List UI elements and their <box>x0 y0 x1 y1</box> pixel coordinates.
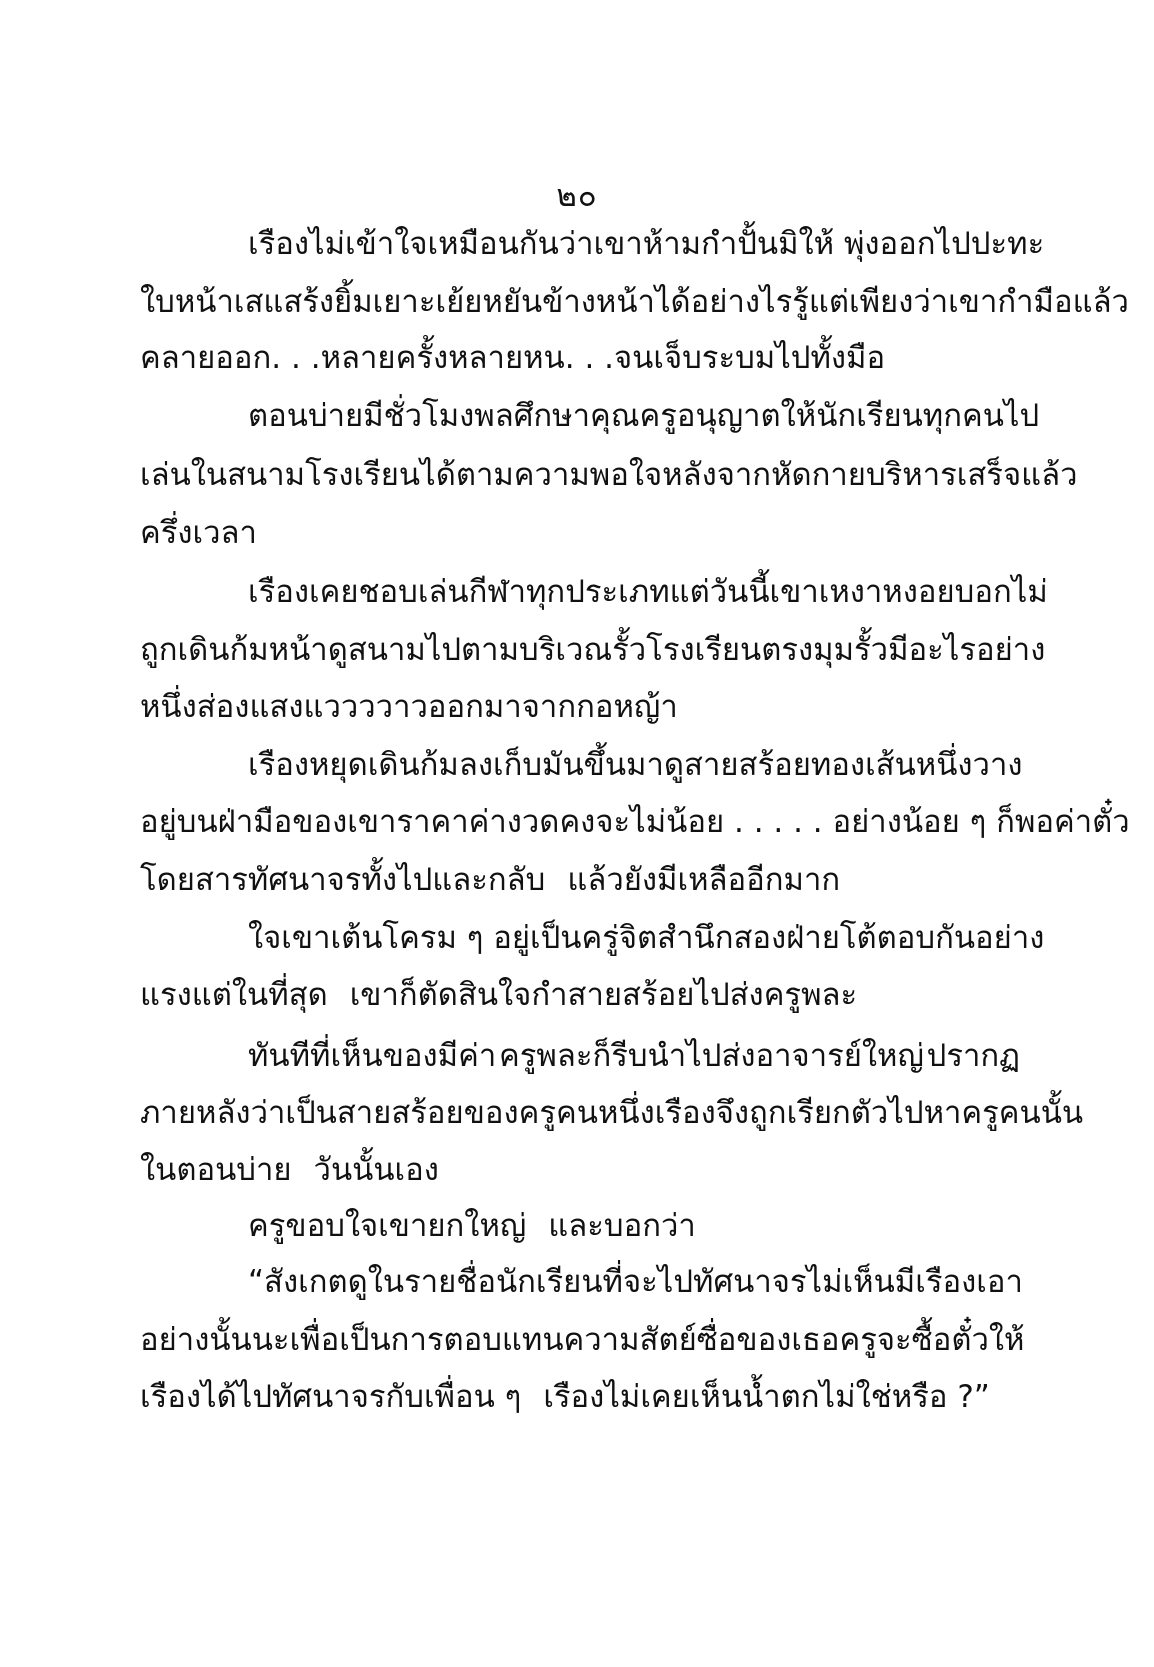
text-segment: เรืองไม่เข้าใจเหมือนกันว่า <box>248 226 594 262</box>
text-segment: เรืองจึงถูกเรียกตัวไปหาครูคนนั้น <box>654 1095 1084 1131</box>
text-segment: ก้มลงเก็บมันขึ้นมาดู <box>419 747 685 783</box>
text-line-16 <box>140 1093 1084 1133</box>
text-segment: ปรากฏ <box>926 1038 1020 1074</box>
text-segment: เล่นในสนามโรงเรียนได้ตามความพอใจ <box>140 457 663 493</box>
text-segment: ในตอนบ่าย <box>140 1152 292 1188</box>
text-segment: ใจเขาเต้นโครม ๆ อยู่เป็นครู่ <box>248 920 619 956</box>
text-segment: ถูกเดินก้มหน้าดูสนามไปตามบริเวณรั้วโรงเรียน <box>140 632 762 668</box>
text-line-3 <box>140 338 1020 378</box>
text-segment: เอา <box>976 1264 1023 1300</box>
text-segment: เรืองเคยชอบเล่นกีฬาทุกประเภท <box>248 574 670 610</box>
text-segment: ตอนบ่ายมีชั่วโมงพลศึกษา <box>248 398 591 434</box>
text-line-11 <box>140 802 1130 842</box>
text-segment: เรืองได้ไปทัศนาจรกับเพื่อน ๆ <box>140 1379 522 1415</box>
text-line-20 <box>140 1320 1025 1360</box>
text-segment: หนึ่งส่องแสงแววววาวออกมาจากกอหญ้า <box>140 689 678 725</box>
text-segment: เรืองไม่เคยเห็นน้ำตกไม่ใช่หรือ ?” <box>543 1379 990 1415</box>
text-segment: รู้แต่เพียงว่าเขากำมือแล้ว <box>792 284 1129 320</box>
text-segment: สายสร้อยทองเส้นหนึ่งวาง <box>684 747 1023 783</box>
text-segment: ตรงมุมรั้ว <box>761 632 889 668</box>
text-segment: แต่วันนี้เขาเหงาหงอยบอกไม่ <box>669 574 1048 610</box>
text-line-14 <box>140 975 1020 1015</box>
text-segment: เขาก็ตัดสินใจกำสายสร้อยไปส่งครูพละ <box>349 977 858 1013</box>
text-segment: คุณครูอนุญาตให้นักเรียนทุกคนไป <box>590 398 1040 434</box>
text-line-5 <box>140 455 1078 495</box>
text-line-10 <box>248 745 1023 785</box>
text-segment: อยู่บนฝ่ามือของเขาราคาค่างวดคงจะไม่น้อย . . . . . อย่างน้อย ๆ ก็พอค่าตั๋ว <box>140 804 1130 840</box>
text-segment: โดยสารทัศนาจรทั้งไปและกลับ <box>140 862 546 898</box>
text-line-9 <box>140 687 1020 727</box>
text-segment: ภายหลังว่าเป็นสายสร้อยของครูคนหนึ่ง <box>140 1095 655 1131</box>
text-segment: จิตสำนึกสองฝ่ายโต้ตอบกันอย่าง <box>618 920 1045 956</box>
text-line-12 <box>140 860 1020 900</box>
text-segment: ครูจะซื้อตั๋วให้ <box>839 1322 1025 1358</box>
text-segment: แรงแต่ในที่สุด <box>140 977 328 1013</box>
text-segment: ครึ่งเวลา <box>140 515 257 551</box>
text-segment: เขาห้ามกำปั้นมิให้ พุ่งออกไปปะทะ <box>593 226 1045 262</box>
text-segment: มีอะไรอย่าง <box>888 632 1046 668</box>
text-segment: แล้วยังมีเหลืออีกมาก <box>567 862 841 898</box>
text-line-8 <box>140 630 1046 670</box>
text-line-18 <box>248 1206 1020 1246</box>
text-line-17 <box>140 1150 1020 1190</box>
text-segment: ครูพละก็รีบนำไปส่งอาจารย์ใหญ่ <box>499 1038 924 1074</box>
text-line-4 <box>248 396 1040 436</box>
text-line-19 <box>248 1262 1023 1302</box>
text-line-15 <box>248 1036 1020 1076</box>
page-number: ๒๐ <box>556 178 598 214</box>
text-segment: “สังเกตดูในรายชื่อนักเรียนที่จะไปทัศนาจรไม่เห็นมีเรือง <box>248 1264 977 1300</box>
text-line-2 <box>140 282 1129 322</box>
text-segment: เพื่อเป็นการตอบแทนความสัตย์ซื่อของเธอ <box>289 1322 840 1358</box>
text-segment: คลายออก. . .หลายครั้งหลายหน. . .จนเจ็บระบมไปทั้งมือ <box>140 340 886 376</box>
text-segment: หลังจากหัดกายบริหารเสร็จแล้ว <box>662 457 1078 493</box>
text-segment: ครูขอบใจเขายกใหญ่ <box>248 1208 527 1244</box>
text-line-21 <box>140 1377 1020 1417</box>
text-segment: เรืองหยุดเดิน <box>248 747 420 783</box>
text-segment: ใบหน้าเสแสร้งยิ้มเยาะเย้ยหยันข้างหน้าได้อย่างไร <box>140 284 793 320</box>
text-line-6 <box>140 513 1020 553</box>
text-segment: และบอกว่า <box>548 1208 696 1244</box>
text-line-7 <box>248 572 1048 612</box>
text-segment: อย่างนั้นนะ <box>140 1322 290 1358</box>
text-segment: วันนั้นเอง <box>313 1152 439 1188</box>
text-line-13 <box>248 918 1045 958</box>
text-line-1 <box>248 224 1045 264</box>
text-segment: ทันทีที่เห็นของมีค่า <box>248 1038 497 1074</box>
